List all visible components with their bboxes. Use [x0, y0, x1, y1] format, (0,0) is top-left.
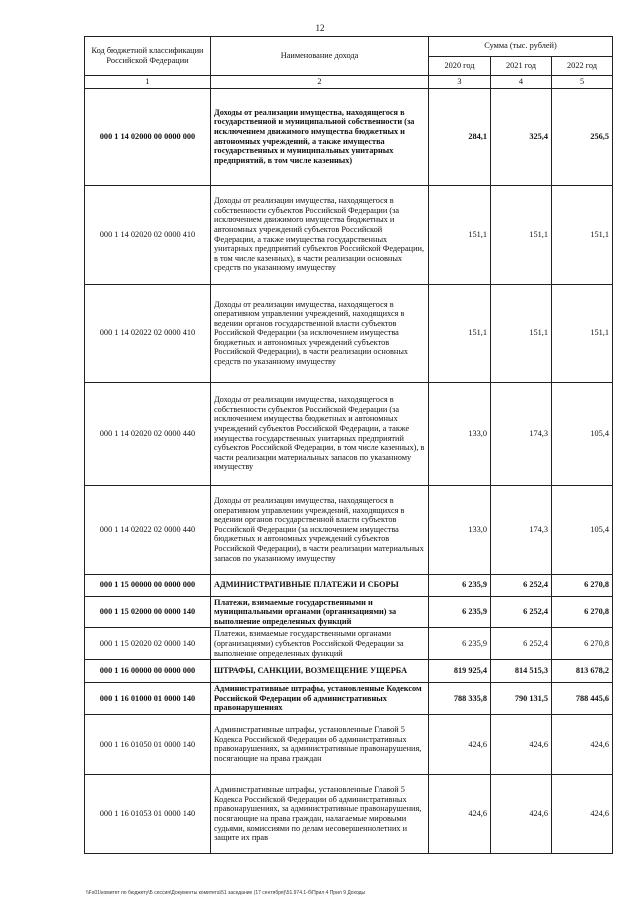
row-name: Платежи, взимаемые государственными органами (организациями) субъектов Российской Федерации за выполнение определенных функций	[211, 628, 429, 660]
row-value-2022: 813 678,2	[552, 660, 613, 683]
header-year-2021: 2021 год	[491, 56, 552, 76]
header-sum: Сумма (тыс. рублей)	[429, 37, 613, 57]
row-value-2020: 6 235,9	[429, 574, 491, 596]
row-value-2021: 814 515,3	[491, 660, 552, 683]
row-name: ШТРАФЫ, САНКЦИИ, ВОЗМЕЩЕНИЕ УЩЕРБА	[211, 660, 429, 683]
row-code: 000 1 14 02022 02 0000 410	[85, 284, 211, 382]
row-code: 000 1 15 00000 00 0000 000	[85, 574, 211, 596]
row-name: Доходы от реализации имущества, находящегося в оперативном управлении учреждений, находящихся в ведении органов государственной власти субъектов Российской Федерации (за исключением имущества бюджетных и автономных учреждений субъектов Российской Федерации), в части реализации материальных запасов по указанному имуществу	[211, 485, 429, 574]
row-value-2020: 151,1	[429, 185, 491, 284]
header-name: Наименование дохода	[211, 37, 429, 76]
table-header-row	[85, 37, 613, 57]
row-name: Доходы от реализации имущества, находящегося в собственности субъектов Российской Федерации (за исключением движимого имущества бюджетных и автономных учреждений субъектов Российской Федерации, а также имущества государственных унитарных предприятий субъектов Российской Федерации, в том числе казенных), в части реализации основных средств по указанному имуществу	[211, 185, 429, 284]
row-code: 000 1 14 02000 00 0000 000	[85, 88, 211, 185]
row-value-2021: 151,1	[491, 185, 552, 284]
table-row	[85, 382, 613, 485]
row-value-2021: 325,4	[491, 88, 552, 185]
row-value-2022: 6 270,8	[552, 596, 613, 628]
column-number: 1	[85, 76, 211, 89]
row-value-2021: 174,3	[491, 485, 552, 574]
column-number: 2	[211, 76, 429, 89]
table-row	[85, 714, 613, 774]
row-value-2020: 788 335,8	[429, 683, 491, 715]
table-row	[85, 284, 613, 382]
row-code: 000 1 16 00000 00 0000 000	[85, 660, 211, 683]
row-value-2020: 819 925,4	[429, 660, 491, 683]
row-value-2020: 284,1	[429, 88, 491, 185]
row-value-2021: 151,1	[491, 284, 552, 382]
row-value-2022: 6 270,8	[552, 628, 613, 660]
row-value-2020: 151,1	[429, 284, 491, 382]
column-number: 3	[429, 76, 491, 89]
row-value-2022: 151,1	[552, 185, 613, 284]
row-value-2021: 6 252,4	[491, 574, 552, 596]
column-number: 5	[552, 76, 613, 89]
row-value-2020: 133,0	[429, 485, 491, 574]
row-value-2022: 105,4	[552, 485, 613, 574]
row-code: 000 1 14 02022 02 0000 440	[85, 485, 211, 574]
row-value-2020: 424,6	[429, 774, 491, 853]
table-row	[85, 574, 613, 596]
table-row	[85, 185, 613, 284]
header-year-2020: 2020 год	[429, 56, 491, 76]
column-number: 4	[491, 76, 552, 89]
row-name: Административные штрафы, установленные Главой 5 Кодекса Российской Федерации об административных правонарушениях, за административные правонарушения, посягающие на права граждан	[211, 714, 429, 774]
table-row	[85, 660, 613, 683]
row-code: 000 1 14 02020 02 0000 410	[85, 185, 211, 284]
row-name: Доходы от реализации имущества, находящегося в оперативном управлении учреждений, находящихся в ведении органов государственной власти субъектов Российской Федерации (за исключением имущества бюджетных и автономных учреждений субъектов Российской Федерации), в части реализации основных средств по указанному имуществу	[211, 284, 429, 382]
row-name: Административные штрафы, установленные Главой 5 Кодекса Российской Федерации об административных правонарушениях, за административные правонарушения, посягающие на права граждан, налагаемые мировыми судьями, комиссиями по делам несовершеннолетних и защите их прав	[211, 774, 429, 853]
row-code: 000 1 14 02020 02 0000 440	[85, 382, 211, 485]
row-value-2022: 788 445,6	[552, 683, 613, 715]
row-value-2021: 6 252,4	[491, 628, 552, 660]
row-code: 000 1 16 01000 01 0000 140	[85, 683, 211, 715]
row-code: 000 1 15 02000 00 0000 140	[85, 596, 211, 628]
row-name: Административные штрафы, установленные Кодексом Российской Федерации об административных правонарушениях	[211, 683, 429, 715]
row-value-2021: 424,6	[491, 714, 552, 774]
row-code: 000 1 15 02020 02 0000 140	[85, 628, 211, 660]
row-value-2022: 6 270,8	[552, 574, 613, 596]
file-path-footer: \\Fs01\комитет по бюджету\Б сессия\Документы комитета\51 заседание (17 сентября)\51.974.1-б\Прил 4 Прил 9 Доходы	[86, 890, 366, 896]
table-row	[85, 596, 613, 628]
row-value-2022: 151,1	[552, 284, 613, 382]
row-value-2021: 174,3	[491, 382, 552, 485]
row-value-2022: 424,6	[552, 714, 613, 774]
row-value-2020: 133,0	[429, 382, 491, 485]
row-value-2020: 6 235,9	[429, 596, 491, 628]
header-code: Код бюджетной классификации Российской Федерации	[85, 37, 211, 76]
row-name: Доходы от реализации имущества, находящегося в государственной и муниципальной собственности (за исключением движимого имущества бюджетных и автономных учреждений, а также имущества государственных и муниципальных унитарных предприятий, в том числе казенных)	[211, 88, 429, 185]
row-value-2022: 105,4	[552, 382, 613, 485]
table-row	[85, 88, 613, 185]
row-name: АДМИНИСТРАТИВНЫЕ ПЛАТЕЖИ И СБОРЫ	[211, 574, 429, 596]
row-name: Платежи, взимаемые государственными и муниципальными органами (организациями) за выполнение определенных функций	[211, 596, 429, 628]
row-value-2020: 424,6	[429, 714, 491, 774]
row-value-2022: 424,6	[552, 774, 613, 853]
row-name: Доходы от реализации имущества, находящегося в собственности субъектов Российской Федерации (за исключением имущества бюджетных и автономных учреждений субъектов Российской Федерации, а также имущества государственных унитарных предприятий субъектов Российской Федерации, в том числе казенных), в части реализации материальных запасов по указанному имуществу	[211, 382, 429, 485]
row-value-2022: 256,5	[552, 88, 613, 185]
row-code: 000 1 16 01050 01 0000 140	[85, 714, 211, 774]
row-code: 000 1 16 01053 01 0000 140	[85, 774, 211, 853]
table-row	[85, 683, 613, 715]
row-value-2021: 424,6	[491, 774, 552, 853]
table-row	[85, 485, 613, 574]
column-numbers-row	[85, 76, 613, 89]
row-value-2021: 6 252,4	[491, 596, 552, 628]
header-year-2022: 2022 год	[552, 56, 613, 76]
table-row	[85, 628, 613, 660]
row-value-2020: 6 235,9	[429, 628, 491, 660]
page-number: 12	[315, 23, 325, 33]
table-row	[85, 774, 613, 853]
revenue-table	[84, 36, 613, 854]
row-value-2021: 790 131,5	[491, 683, 552, 715]
